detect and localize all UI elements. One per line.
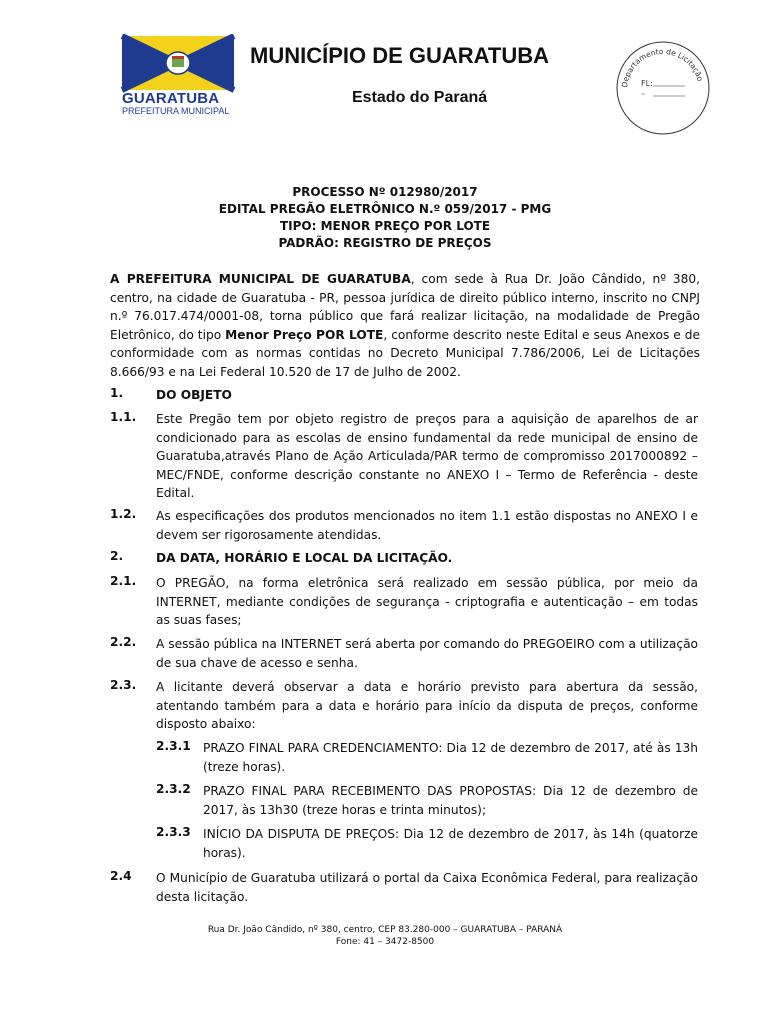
section-2-3-1-text: PRAZO FINAL PARA CREDENCIAMENTO: Dia 12 de dezembro de 2017, até às 13h (treze horas). (203, 741, 698, 774)
section-2-4-number: 2.4 (110, 869, 132, 883)
stamp-text: Departamento de Licitação (620, 46, 705, 89)
padrao: PADRÃO: REGISTRO DE PREÇOS (278, 236, 492, 250)
section-2-1-number: 2.1. (110, 574, 137, 588)
section-2-3-3-number: 2.3.3 (156, 825, 191, 839)
section-2-3-2-number: 2.3.2 (156, 782, 191, 796)
section-1-1-number: 1.1. (110, 410, 137, 424)
logo-name: GUARATUBA (122, 90, 220, 107)
edital-number: EDITAL PREGÃO ELETRÔNICO N.º 059/2017 - PMG (218, 202, 552, 216)
footer-address: Rua Dr. João Cândido, nº 380, centro, CEP 83.280-000 – GUARATUBA – PARANÁ (207, 925, 563, 935)
section-2-2-text: A sessão pública na INTERNET será aberta por comando do PREGOEIRO com a utilização de sua chave de acesso e senha. (156, 637, 698, 670)
svg-text:~: ~ (641, 92, 646, 98)
section-2-1-text: O PREGÃO, na forma eletrônica será realizado em sessão pública, por meio da INTERNET, mediante condições de segurança - criptografia e autenticação – em todas as suas fases; (156, 576, 698, 627)
intro-bold-start: A PREFEITURA MUNICIPAL DE GUARATUBA (110, 272, 411, 286)
footer-phone: Fone: 41 – 3472-8500 (335, 937, 435, 947)
stamp-fl: FL: (641, 79, 653, 88)
section-2-3-number: 2.3. (110, 678, 137, 692)
page-subtitle: Estado do Paraná (352, 89, 488, 106)
intro-text-a: , com sede à Rua Dr. João Cândido, nº 380, centro, na cidade de Guaratuba - PR, pessoa jurídica de direito público interno, inscrito no CNPJ n.º 76.017.474/0001-08, torna público que fará realizar licitação, na modalidade de Pregão Eletrônico, do tipo (110, 272, 700, 342)
logo-subtitle: PREFEITURA MUNICIPAL (122, 106, 230, 116)
section-1-2-number: 1.2. (110, 507, 137, 521)
section-1-title: DO OBJETO (156, 388, 232, 402)
intro-bold-mid: Menor Preço POR LOTE (225, 327, 384, 342)
section-2-4-text: O Município de Guaratuba utilizará o portal da Caixa Econômica Federal, para realização desta licitação. (156, 871, 698, 904)
department-stamp (613, 38, 713, 138)
process-number: PROCESSO Nº 012980/2017 (292, 185, 478, 199)
section-2-3-3-text: INÍCIO DA DISPUTA DE PREÇOS: Dia 12 de dezembro de 2017, às 14h (quatorze horas). (203, 827, 698, 860)
section-1-number: 1. (110, 386, 124, 400)
section-1-2-text: As especificações dos produtos mencionados no item 1.1 estão dispostas no ANEXO I e devem ser rigorosamente atendidas. (156, 509, 698, 542)
section-2-3-1-number: 2.3.1 (156, 739, 191, 753)
intro-text-b: , conforme descrito neste Edital e seus Anexos e de conformidade com as normas contidas no Decreto Municipal 7.786/2006, Lei de Licitações 8.666/93 e na Lei Federal 10.520 de 17 de Julho de 2002. (110, 327, 700, 379)
page-title: MUNICÍPIO DE GUARATUBA (250, 43, 550, 68)
tipo: TIPO: MENOR PREÇO POR LOTE (279, 219, 491, 233)
section-2-3-2-text: PRAZO FINAL PARA RECEBIMENTO DAS PROPOSTAS: Dia 12 de dezembro de 2017, às 13h30 (treze horas e trinta minutos); (203, 784, 698, 817)
section-2-title: DA DATA, HORÁRIO E LOCAL DA LICITAÇÃO. (156, 551, 453, 565)
section-2-2-number: 2.2. (110, 635, 137, 649)
intro-paragraph (110, 270, 700, 381)
section-2-3-text: A licitante deverá observar a data e horário previsto para abertura da sessão, atentando também para a data e horário para início da disputa de preços, conforme disposto abaixo: (156, 680, 698, 731)
section-1-1-text: Este Pregão tem por objeto registro de preços para a aquisição de aparelhos de ar condicionado para as escolas de ensino fundamental da rede municipal de ensino de Guaratuba,através Plano de Ação Articulada/PAR termo de compromisso 2017000892 – MEC/FNDE, conforme descrição constante no ANEXO I – Termo de Referência - deste Edital. (156, 412, 698, 500)
section-2-number: 2. (110, 549, 124, 563)
